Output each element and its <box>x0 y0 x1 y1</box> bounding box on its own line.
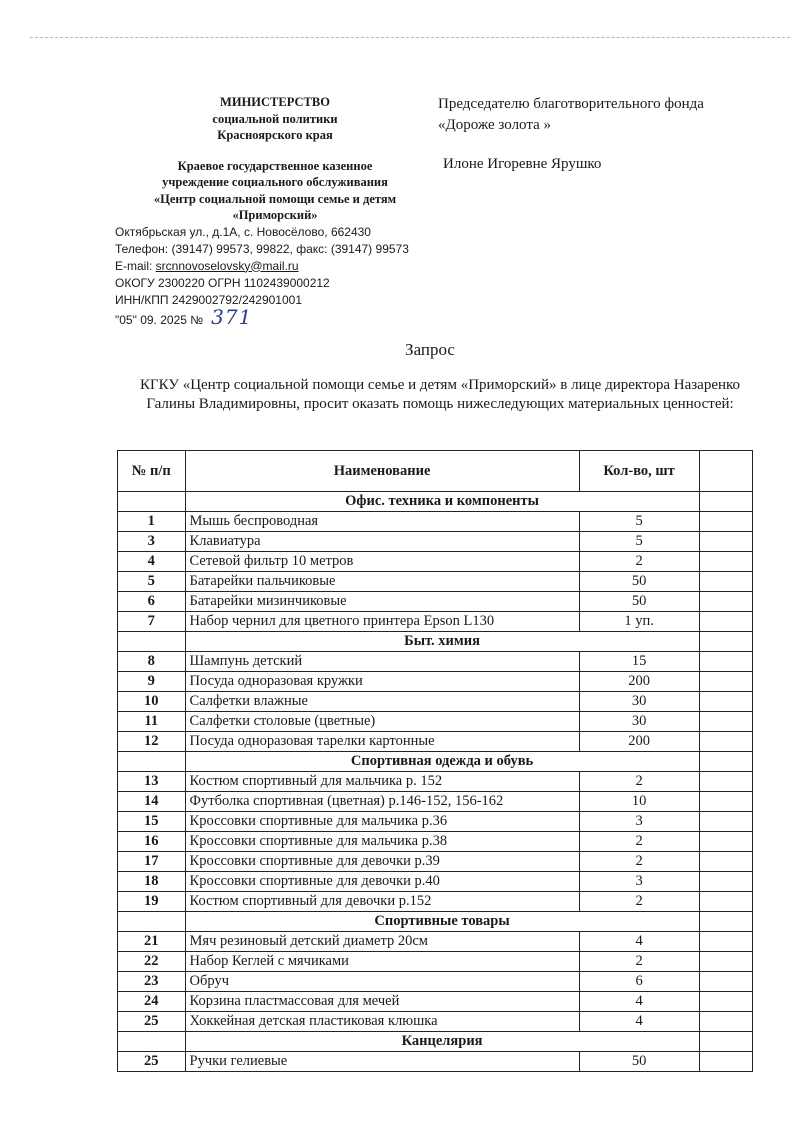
table-row <box>118 532 753 552</box>
table-row <box>118 732 753 752</box>
item-qty: 3 <box>579 812 699 832</box>
empty-cell <box>699 952 752 972</box>
section-title: Офис. техника и компоненты <box>185 492 699 512</box>
item-name: Посуда одноразовая кружки <box>185 672 579 692</box>
item-name: Кроссовки спортивные для мальчика р.38 <box>185 832 579 852</box>
org-line-4: «Приморский» <box>232 208 318 222</box>
table-header-row <box>118 451 753 492</box>
ministry-line-2: социальной политики <box>212 111 338 126</box>
table-row <box>118 512 753 532</box>
header-qty: Кол-во, шт <box>579 451 699 492</box>
table-row <box>118 1012 753 1032</box>
section-empty-cell <box>118 912 186 932</box>
row-number: 25 <box>118 1052 186 1072</box>
item-name: Кроссовки спортивные для девочки р.39 <box>185 852 579 872</box>
org-line-2: учреждение социального обслуживания <box>162 175 388 189</box>
row-number: 10 <box>118 692 186 712</box>
row-number: 22 <box>118 952 186 972</box>
empty-cell <box>699 832 752 852</box>
item-name: Салфетки влажные <box>185 692 579 712</box>
item-name: Сетевой фильтр 10 метров <box>185 552 579 572</box>
empty-cell <box>699 612 752 632</box>
item-name: Набор чернил для цветного принтера Epson L130 <box>185 612 579 632</box>
date-label: "05" 09. 2025 № <box>115 312 204 327</box>
ministry-line-1: МИНИСТЕРСТВО <box>220 95 330 109</box>
empty-cell <box>699 812 752 832</box>
empty-cell <box>699 852 752 872</box>
empty-cell <box>699 892 752 912</box>
recipient-line-1: Председателю благотворительного фонда <box>438 96 704 112</box>
item-qty: 2 <box>579 552 699 572</box>
recipient-block <box>438 94 778 175</box>
section-empty-cell <box>118 752 186 772</box>
table-row <box>118 612 753 632</box>
section-row <box>118 1032 753 1052</box>
row-number: 23 <box>118 972 186 992</box>
sender-phone: Телефон: (39147) 99573, 99822, факс: (39147) 99573 <box>115 241 409 256</box>
email-link[interactable]: srcnnovoselovsky@mail.ru <box>155 258 299 273</box>
item-qty: 30 <box>579 712 699 732</box>
item-name: Клавиатура <box>185 532 579 552</box>
row-number: 14 <box>118 792 186 812</box>
header-extra <box>699 451 752 492</box>
item-qty: 15 <box>579 652 699 672</box>
table-row <box>118 872 753 892</box>
table-row <box>118 832 753 852</box>
item-qty: 1 уп. <box>579 612 699 632</box>
item-qty: 10 <box>579 792 699 812</box>
recipient-line-2: «Дороже золота » <box>438 117 552 133</box>
items-table <box>117 450 753 1072</box>
table-row <box>118 812 753 832</box>
table-body <box>118 492 753 1072</box>
item-qty: 4 <box>579 932 699 952</box>
section-row <box>118 912 753 932</box>
item-name: Батарейки мизинчиковые <box>185 592 579 612</box>
empty-cell <box>699 972 752 992</box>
item-qty: 50 <box>579 572 699 592</box>
item-name: Футболка спортивная (цветная) р.146-152, 156-162 <box>185 792 579 812</box>
row-number: 3 <box>118 532 186 552</box>
sender-inn: ИНН/КПП 2429002792/242901001 <box>115 292 303 307</box>
empty-cell <box>699 512 752 532</box>
item-qty: 200 <box>579 672 699 692</box>
sender-email-row <box>115 258 435 275</box>
empty-cell <box>699 652 752 672</box>
section-row <box>118 492 753 512</box>
row-number: 7 <box>118 612 186 632</box>
item-name: Кроссовки спортивные для девочки р.40 <box>185 872 579 892</box>
section-empty-cell <box>699 1032 752 1052</box>
row-number: 5 <box>118 572 186 592</box>
item-qty: 6 <box>579 972 699 992</box>
row-number: 6 <box>118 592 186 612</box>
row-number: 21 <box>118 932 186 952</box>
item-name: Кроссовки спортивные для мальчика р.36 <box>185 812 579 832</box>
empty-cell <box>699 672 752 692</box>
item-qty: 30 <box>579 692 699 712</box>
table-row <box>118 552 753 572</box>
empty-cell <box>699 1012 752 1032</box>
sender-address: Октябрьская ул., д.1А, с. Новосёлово, 662430 <box>115 224 371 239</box>
table-row <box>118 932 753 952</box>
empty-cell <box>699 552 752 572</box>
section-row <box>118 752 753 772</box>
row-number: 17 <box>118 852 186 872</box>
sender-date-number <box>115 304 435 329</box>
row-number: 4 <box>118 552 186 572</box>
intro-paragraph: КГКУ «Центр социальной помощи семье и детям «Приморский» в лице директора Назаренко Галины Владимировны, просит оказать помощь нижеследующих материальных ценностей: <box>139 377 741 412</box>
empty-cell <box>699 932 752 952</box>
section-empty-cell <box>118 632 186 652</box>
empty-cell <box>699 712 752 732</box>
row-number: 18 <box>118 872 186 892</box>
row-number: 24 <box>118 992 186 1012</box>
item-qty: 2 <box>579 892 699 912</box>
empty-cell <box>699 1052 752 1072</box>
row-number: 9 <box>118 672 186 692</box>
empty-cell <box>699 732 752 752</box>
row-number: 12 <box>118 732 186 752</box>
item-qty: 50 <box>579 1052 699 1072</box>
sender-block <box>115 94 435 329</box>
header-num: № п/п <box>118 451 186 492</box>
item-qty: 5 <box>579 512 699 532</box>
section-empty-cell <box>699 492 752 512</box>
item-qty: 2 <box>579 852 699 872</box>
empty-cell <box>699 772 752 792</box>
item-qty: 3 <box>579 872 699 892</box>
email-label: E-mail: <box>115 258 156 273</box>
empty-cell <box>699 592 752 612</box>
row-number: 1 <box>118 512 186 532</box>
table-row <box>118 992 753 1012</box>
section-title: Быт. химия <box>185 632 699 652</box>
item-qty: 5 <box>579 532 699 552</box>
item-qty: 2 <box>579 832 699 852</box>
item-qty: 50 <box>579 592 699 612</box>
section-title: Спортивная одежда и обувь <box>185 752 699 772</box>
table-row <box>118 972 753 992</box>
empty-cell <box>699 692 752 712</box>
section-row <box>118 632 753 652</box>
item-name: Костюм спортивный для девочки р.152 <box>185 892 579 912</box>
item-qty: 4 <box>579 1012 699 1032</box>
table-row <box>118 652 753 672</box>
header-name: Наименование <box>185 451 579 492</box>
row-number: 16 <box>118 832 186 852</box>
sender-okogu: ОКОГУ 2300220 ОГРН 1102439000212 <box>115 275 330 290</box>
row-number: 19 <box>118 892 186 912</box>
table-row <box>118 952 753 972</box>
section-empty-cell <box>699 632 752 652</box>
table-row <box>118 892 753 912</box>
table-row <box>118 712 753 732</box>
row-number: 25 <box>118 1012 186 1032</box>
table-row <box>118 772 753 792</box>
table-row <box>118 672 753 692</box>
item-qty: 200 <box>579 732 699 752</box>
org-line-1: Краевое государственное казенное <box>177 158 373 173</box>
table-row <box>118 692 753 712</box>
handwritten-number: 371 <box>211 304 253 329</box>
item-name: Батарейки пальчиковые <box>185 572 579 592</box>
section-empty-cell <box>118 1032 186 1052</box>
table-row <box>118 792 753 812</box>
item-qty: 2 <box>579 952 699 972</box>
item-name: Набор Кеглей с мячиками <box>185 952 579 972</box>
item-name: Ручки гелиевые <box>185 1052 579 1072</box>
row-number: 8 <box>118 652 186 672</box>
empty-cell <box>699 992 752 1012</box>
table-row <box>118 852 753 872</box>
recipient-name: Илоне Игоревне Ярушко <box>443 156 602 172</box>
item-name: Корзина пластмассовая для мечей <box>185 992 579 1012</box>
scan-edge-line <box>30 37 790 38</box>
empty-cell <box>699 872 752 892</box>
empty-cell <box>699 532 752 552</box>
section-empty-cell <box>699 752 752 772</box>
section-title: Канцелярия <box>185 1032 699 1052</box>
empty-cell <box>699 572 752 592</box>
item-name: Хоккейная детская пластиковая клюшка <box>185 1012 579 1032</box>
row-number: 11 <box>118 712 186 732</box>
row-number: 13 <box>118 772 186 792</box>
item-name: Обруч <box>185 972 579 992</box>
document-title: Запрос <box>405 340 455 359</box>
table-row <box>118 1052 753 1072</box>
item-name: Салфетки столовые (цветные) <box>185 712 579 732</box>
section-title: Спортивные товары <box>185 912 699 932</box>
table-row <box>118 572 753 592</box>
empty-cell <box>699 792 752 812</box>
ministry-line-3: Красноярского края <box>217 128 333 142</box>
section-empty-cell <box>118 492 186 512</box>
item-name: Мышь беспроводная <box>185 512 579 532</box>
item-name: Посуда одноразовая тарелки картонные <box>185 732 579 752</box>
item-qty: 2 <box>579 772 699 792</box>
item-qty: 4 <box>579 992 699 1012</box>
table-row <box>118 592 753 612</box>
item-name: Мяч резиновый детский диаметр 20см <box>185 932 579 952</box>
org-line-3: «Центр социальной помощи семье и детям <box>153 191 397 206</box>
item-name: Костюм спортивный для мальчика р. 152 <box>185 772 579 792</box>
section-empty-cell <box>699 912 752 932</box>
row-number: 15 <box>118 812 186 832</box>
item-name: Шампунь детский <box>185 652 579 672</box>
